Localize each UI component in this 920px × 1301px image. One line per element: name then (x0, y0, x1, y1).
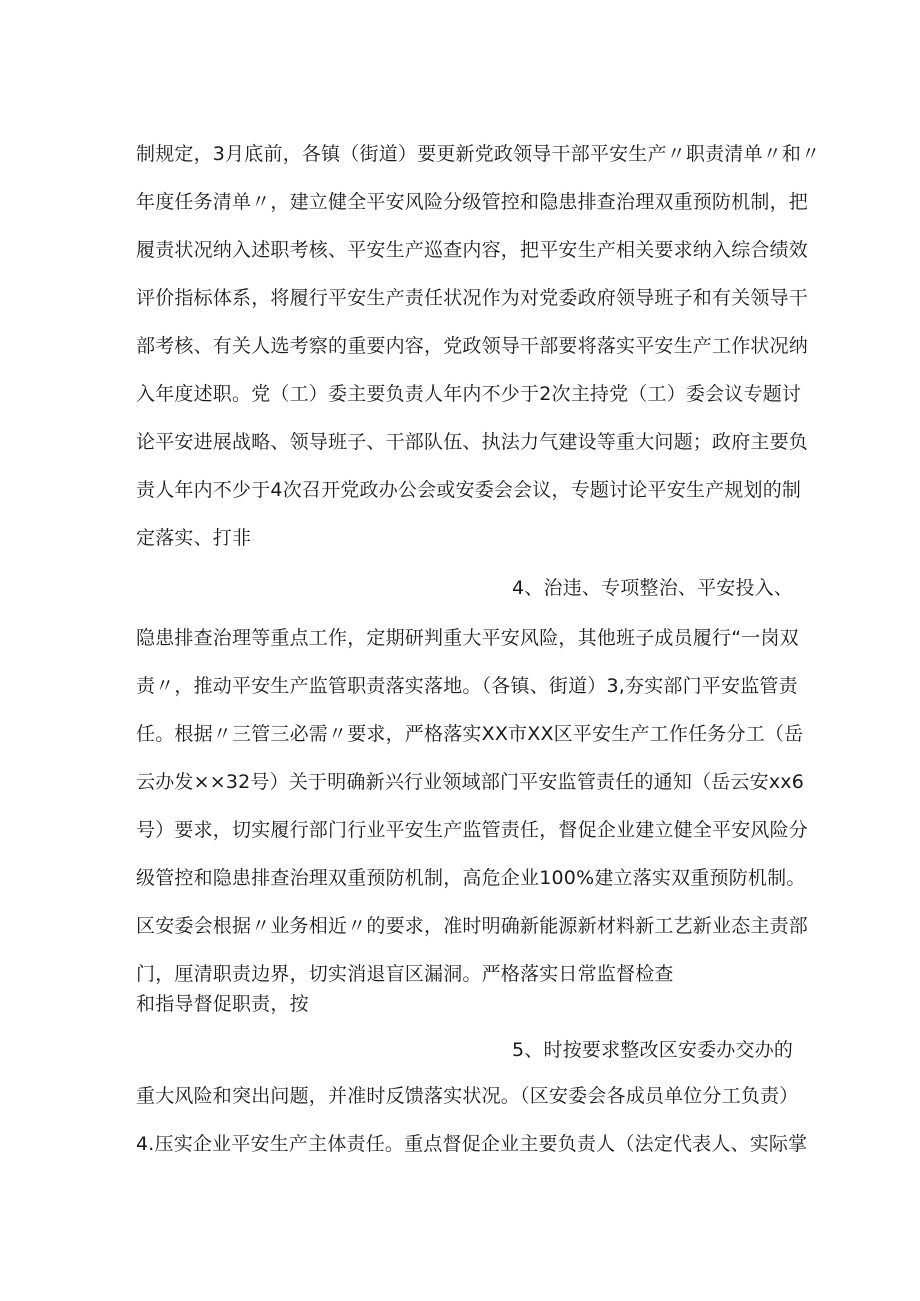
body-text-line: 重大风险和突出问题，并准时反馈落实状况。（区安委会各成员单位分工负责） (136, 1085, 799, 1107)
body-text-line: 任。根据〃三管三必需〃要求，严格落实XX市XX区平安生产工作任务分工（岳 (136, 723, 804, 745)
body-text-line: 入年度述职。党（工）委主要负责人年内不少于2次主持党（工）委会议专题讨 (136, 383, 802, 405)
body-text-line: 级管控和隐患排查治理双重预防机制，高危企业100%建立落实双重预防机制。 (136, 867, 806, 889)
body-text-line: 论平安进展战略、领导班子、干部队伍、执法力气建设等重大问题；政府主要负 (136, 431, 809, 453)
body-text-line: 责〃，推动平安生产监管职责落实落地。（各镇、街道）3,夯实部门平安监管责 (136, 675, 798, 697)
body-text-line: 年度任务清单〃，建立健全平安风险分级管控和隐患排查治理双重预防机制，把 (136, 191, 809, 213)
body-text-line: 隐患排查治理等重点工作，定期研判重大平安风险，其他班子成员履行“一岗双 (136, 627, 799, 649)
body-text-line: 责人年内不少于4次召开党政办公会或安委会会议，专题讨论平安生产规划的制 (136, 479, 802, 501)
body-text-line: 门，厘清职责边界，切实消退盲区漏洞。严格落实日常监督检查 (136, 963, 674, 985)
body-text-line: 部考核、有关人选考察的重要内容，党政领导干部要将落实平安生产工作状况纳 (136, 335, 809, 357)
body-text-line: 和指导督促职责，按 (136, 993, 309, 1015)
body-text-line: 定落实、打非 (136, 527, 252, 549)
body-text-line: 履责状况纳入述职考核、平安生产巡查内容，把平安生产相关要求纳入综合绩效 (136, 239, 809, 261)
body-text-line: 制规定，3月底前，各镇（街道）要更新党政领导干部平安生产〃职责清单〃和〃 (136, 143, 821, 165)
numbered-item-heading: 4、治违、专项整治、平安投入、 (512, 577, 794, 599)
numbered-item-heading: 5、时按要求整改区安委办交办的 (512, 1039, 794, 1061)
body-text-line: 号）要求，切实履行部门行业平安生产监管责任，督促企业建立健全平安风险分 (136, 819, 809, 841)
body-text-line: 云办发××32号）关于明确新兴行业领域部门平安监管责任的通知（岳云安xx6 (136, 771, 804, 793)
body-text-line: 评价指标体系，将履行平安生产责任状况作为对党委政府领导班子和有关领导干 (136, 287, 809, 309)
body-text-line: 4.压实企业平安生产主体责任。重点督促企业主要负责人（法定代表人、实际掌 (136, 1133, 808, 1155)
body-text-line: 区安委会根据〃业务相近〃的要求，准时明确新能源新材料新工艺新业态主责部 (136, 915, 809, 937)
